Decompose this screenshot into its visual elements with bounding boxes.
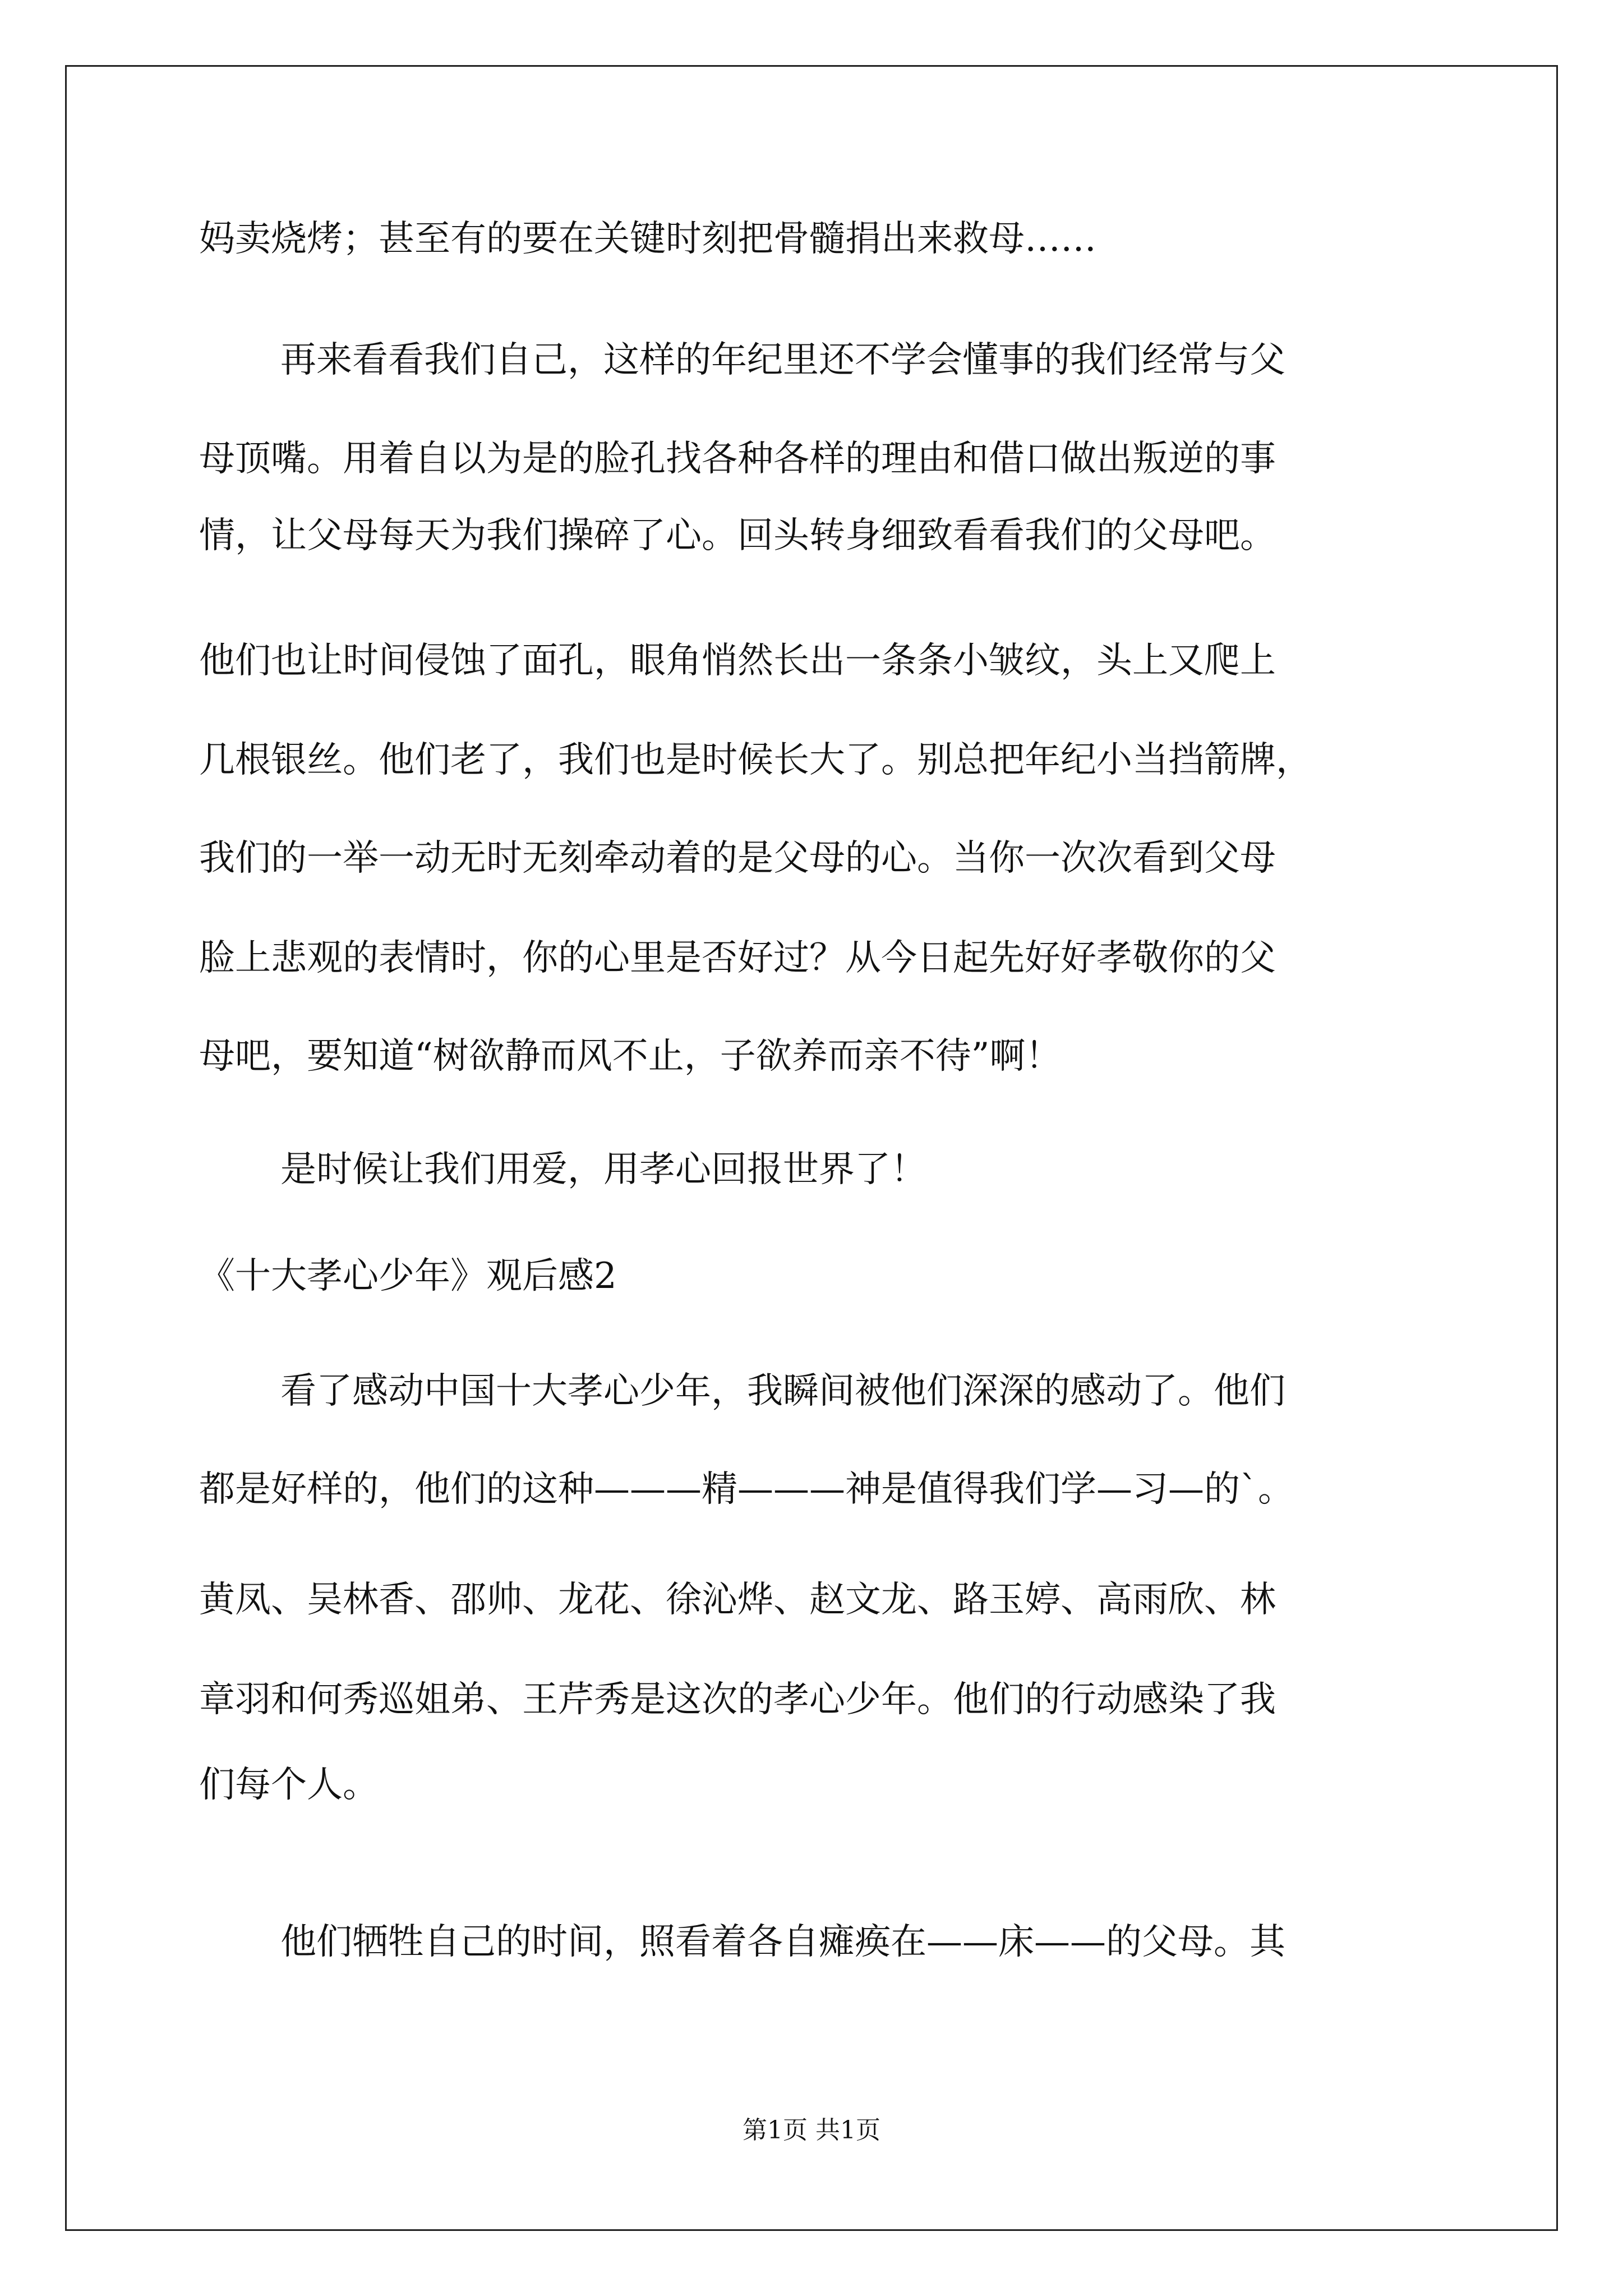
text-line: 妈卖烧烤；甚至有的要在关键时刻把骨髓捐出来救母…… <box>199 218 1096 260</box>
text-line: 脸上悲观的表情时，你的心里是否好过？从今日起先好好孝敬你的父 <box>199 937 1276 979</box>
section-heading: 《十大孝心少年》观后感2 <box>199 1255 617 1297</box>
text-line: 他们也让时间侵蚀了面孔，眼角悄然长出一条条小皱纹，头上又爬上 <box>199 640 1276 682</box>
text-line: 我们的一举一动无时无刻牵动着的是父母的心。当你一次次看到父母 <box>199 838 1276 879</box>
text-line: 们每个人。 <box>199 1764 379 1806</box>
text-line: 章羽和何秀巡姐弟、王芹秀是这次的孝心少年。他们的行动感染了我 <box>199 1679 1276 1720</box>
page-number-footer: 第1页 共1页 <box>743 2116 880 2145</box>
text-line: 是时候让我们用爱，用孝心回报世界了！ <box>280 1149 926 1190</box>
text-line: 都是好样的，他们的这种———精———神是值得我们学—习—的`。 <box>199 1469 1294 1510</box>
text-line: 看了感动中国十大孝心少年，我瞬间被他们深深的感动了。他们 <box>280 1370 1285 1412</box>
text-line: 他们牺牲自己的时间，照看着各自瘫痪在——床——的父母。其 <box>280 1921 1285 1963</box>
text-line: 几根银丝。他们老了，我们也是时候长大了。别总把年纪小当挡箭牌， <box>199 739 1312 781</box>
text-line: 母吧，要知道“树欲静而风不止，子欲养而亲不待”啊！ <box>199 1036 1062 1077</box>
text-line: 再来看看我们自己，这样的年纪里还不学会懂事的我们经常与父 <box>280 339 1285 381</box>
text-line: 情，让父母每天为我们操碎了心。回头转身细致看看我们的父母吧。 <box>199 515 1276 556</box>
text-line: 母顶嘴。用着自以为是的脸孔找各种各样的理由和借口做出叛逆的事 <box>199 438 1276 480</box>
text-line: 黄凤、吴林香、邵帅、龙花、徐沁烨、赵文龙、路玉婷、高雨欣、林 <box>199 1579 1276 1621</box>
